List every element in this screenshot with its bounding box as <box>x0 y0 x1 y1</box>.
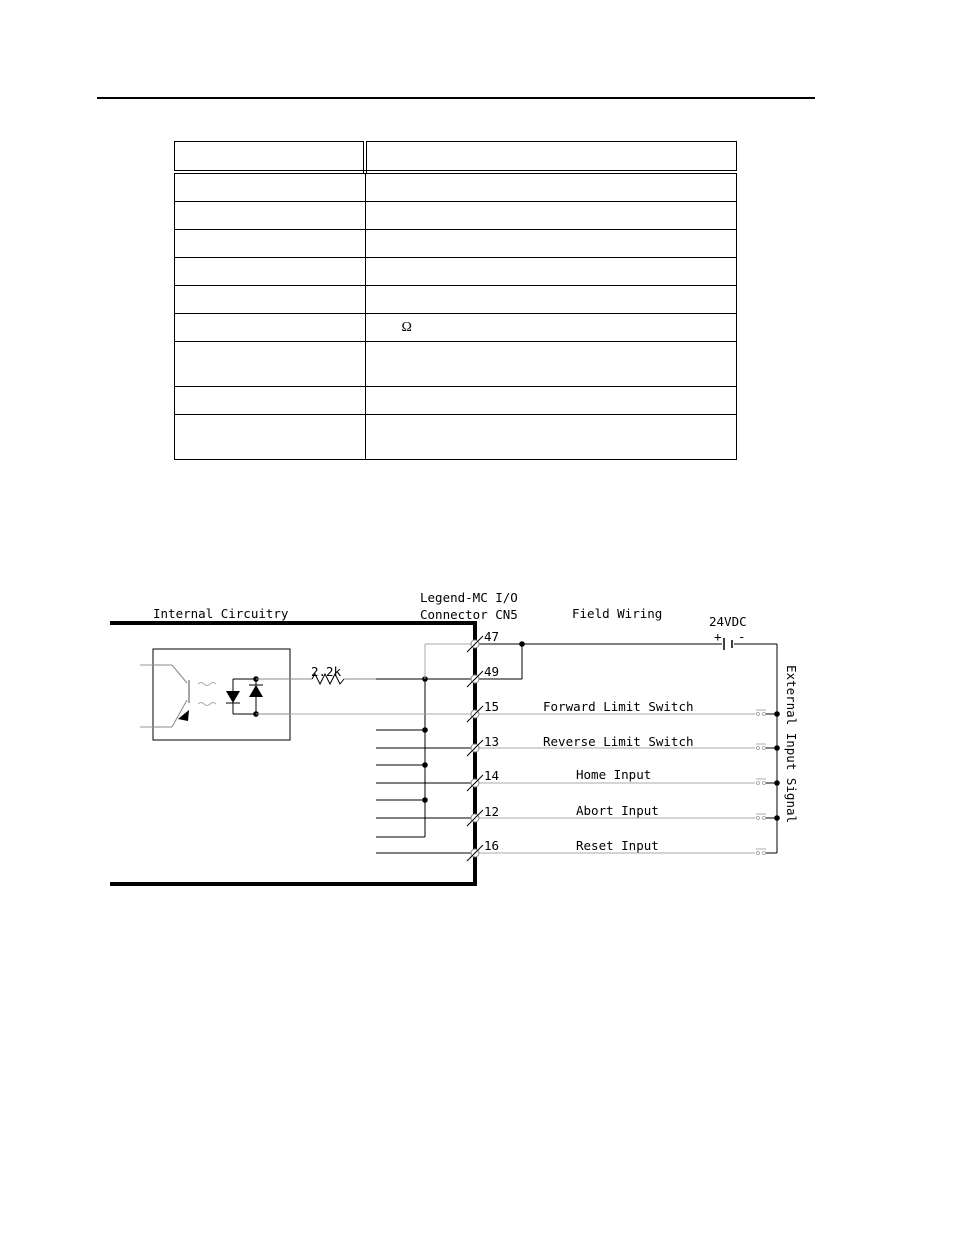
connector-pin-15 <box>467 699 694 722</box>
connector-pin-12 <box>467 803 659 826</box>
specifications-table <box>174 141 737 460</box>
table-row <box>175 230 737 258</box>
pin-number: 49 <box>484 664 500 679</box>
row-parameter <box>175 415 366 460</box>
connector-label-line1: Legend-MC I/O <box>420 590 518 605</box>
header-rule <box>97 97 815 99</box>
wiring-diagram <box>0 580 954 900</box>
row-parameter <box>175 342 366 387</box>
row-value <box>365 230 737 258</box>
table-row <box>175 258 737 286</box>
switch-icon <box>756 710 766 855</box>
signal-label: Forward Limit Switch <box>543 699 694 714</box>
row-parameter <box>175 286 366 314</box>
input-led-pair-icon <box>226 676 263 717</box>
pin-number: 13 <box>484 734 500 749</box>
controller-enclosure <box>110 623 475 884</box>
table-row <box>175 342 737 387</box>
row-value <box>365 258 737 286</box>
external-input-signal-label: External Input Signal <box>784 665 799 824</box>
connector-pin-49 <box>467 664 499 687</box>
table-header-row <box>175 142 737 173</box>
field-wiring-label: Field Wiring <box>572 606 663 621</box>
pin-number: 14 <box>484 768 500 783</box>
row-parameter <box>175 172 366 202</box>
connector-label-line2: Connector CN5 <box>420 607 518 622</box>
row-value <box>365 342 737 387</box>
signal-label: Home Input <box>576 767 652 782</box>
supply-voltage-label: 24VDC <box>709 614 747 629</box>
battery-icon <box>724 638 732 650</box>
connector-pin-13 <box>467 734 694 756</box>
table-row <box>175 202 737 230</box>
table-row <box>175 286 737 314</box>
row-parameter <box>175 387 366 415</box>
table-row <box>175 314 737 342</box>
row-value <box>365 286 737 314</box>
row-value: Ω <box>365 314 737 342</box>
row-value <box>365 202 737 230</box>
row-parameter <box>175 202 366 230</box>
signal-label: Reset Input <box>576 838 659 853</box>
pin-number: 16 <box>484 838 500 853</box>
signal-label: Reverse Limit Switch <box>543 734 694 749</box>
internal-leads <box>376 730 472 853</box>
pin-number: 47 <box>484 629 500 644</box>
row-value <box>365 415 737 460</box>
pin-number: 15 <box>484 699 500 714</box>
supply-minus-label: - <box>738 629 746 644</box>
connector-pin-47 <box>467 629 499 652</box>
resistor-value-label: 2.2k <box>311 664 342 679</box>
table-row <box>175 172 737 202</box>
light-coupling-icon <box>198 683 216 706</box>
row-parameter <box>175 314 366 342</box>
table-row <box>175 387 737 415</box>
pin-number: 12 <box>484 804 500 819</box>
phototransistor-icon <box>153 665 189 727</box>
row-value <box>365 387 737 415</box>
row-parameter <box>175 258 366 286</box>
internal-circuitry-label: Internal Circuitry <box>153 606 289 621</box>
header-cell-parameter <box>175 142 366 173</box>
header-cell-value <box>365 142 737 173</box>
supply-plus-label: + <box>714 629 722 644</box>
signal-label: Abort Input <box>576 803 659 818</box>
row-value <box>365 172 737 202</box>
table-row <box>175 415 737 460</box>
connector-pin-16 <box>467 838 659 861</box>
optoisolator-box <box>153 649 290 740</box>
row-parameter <box>175 230 366 258</box>
junction-dot <box>519 641 525 647</box>
connector-pin-14 <box>467 767 651 791</box>
field-switches <box>756 710 780 855</box>
